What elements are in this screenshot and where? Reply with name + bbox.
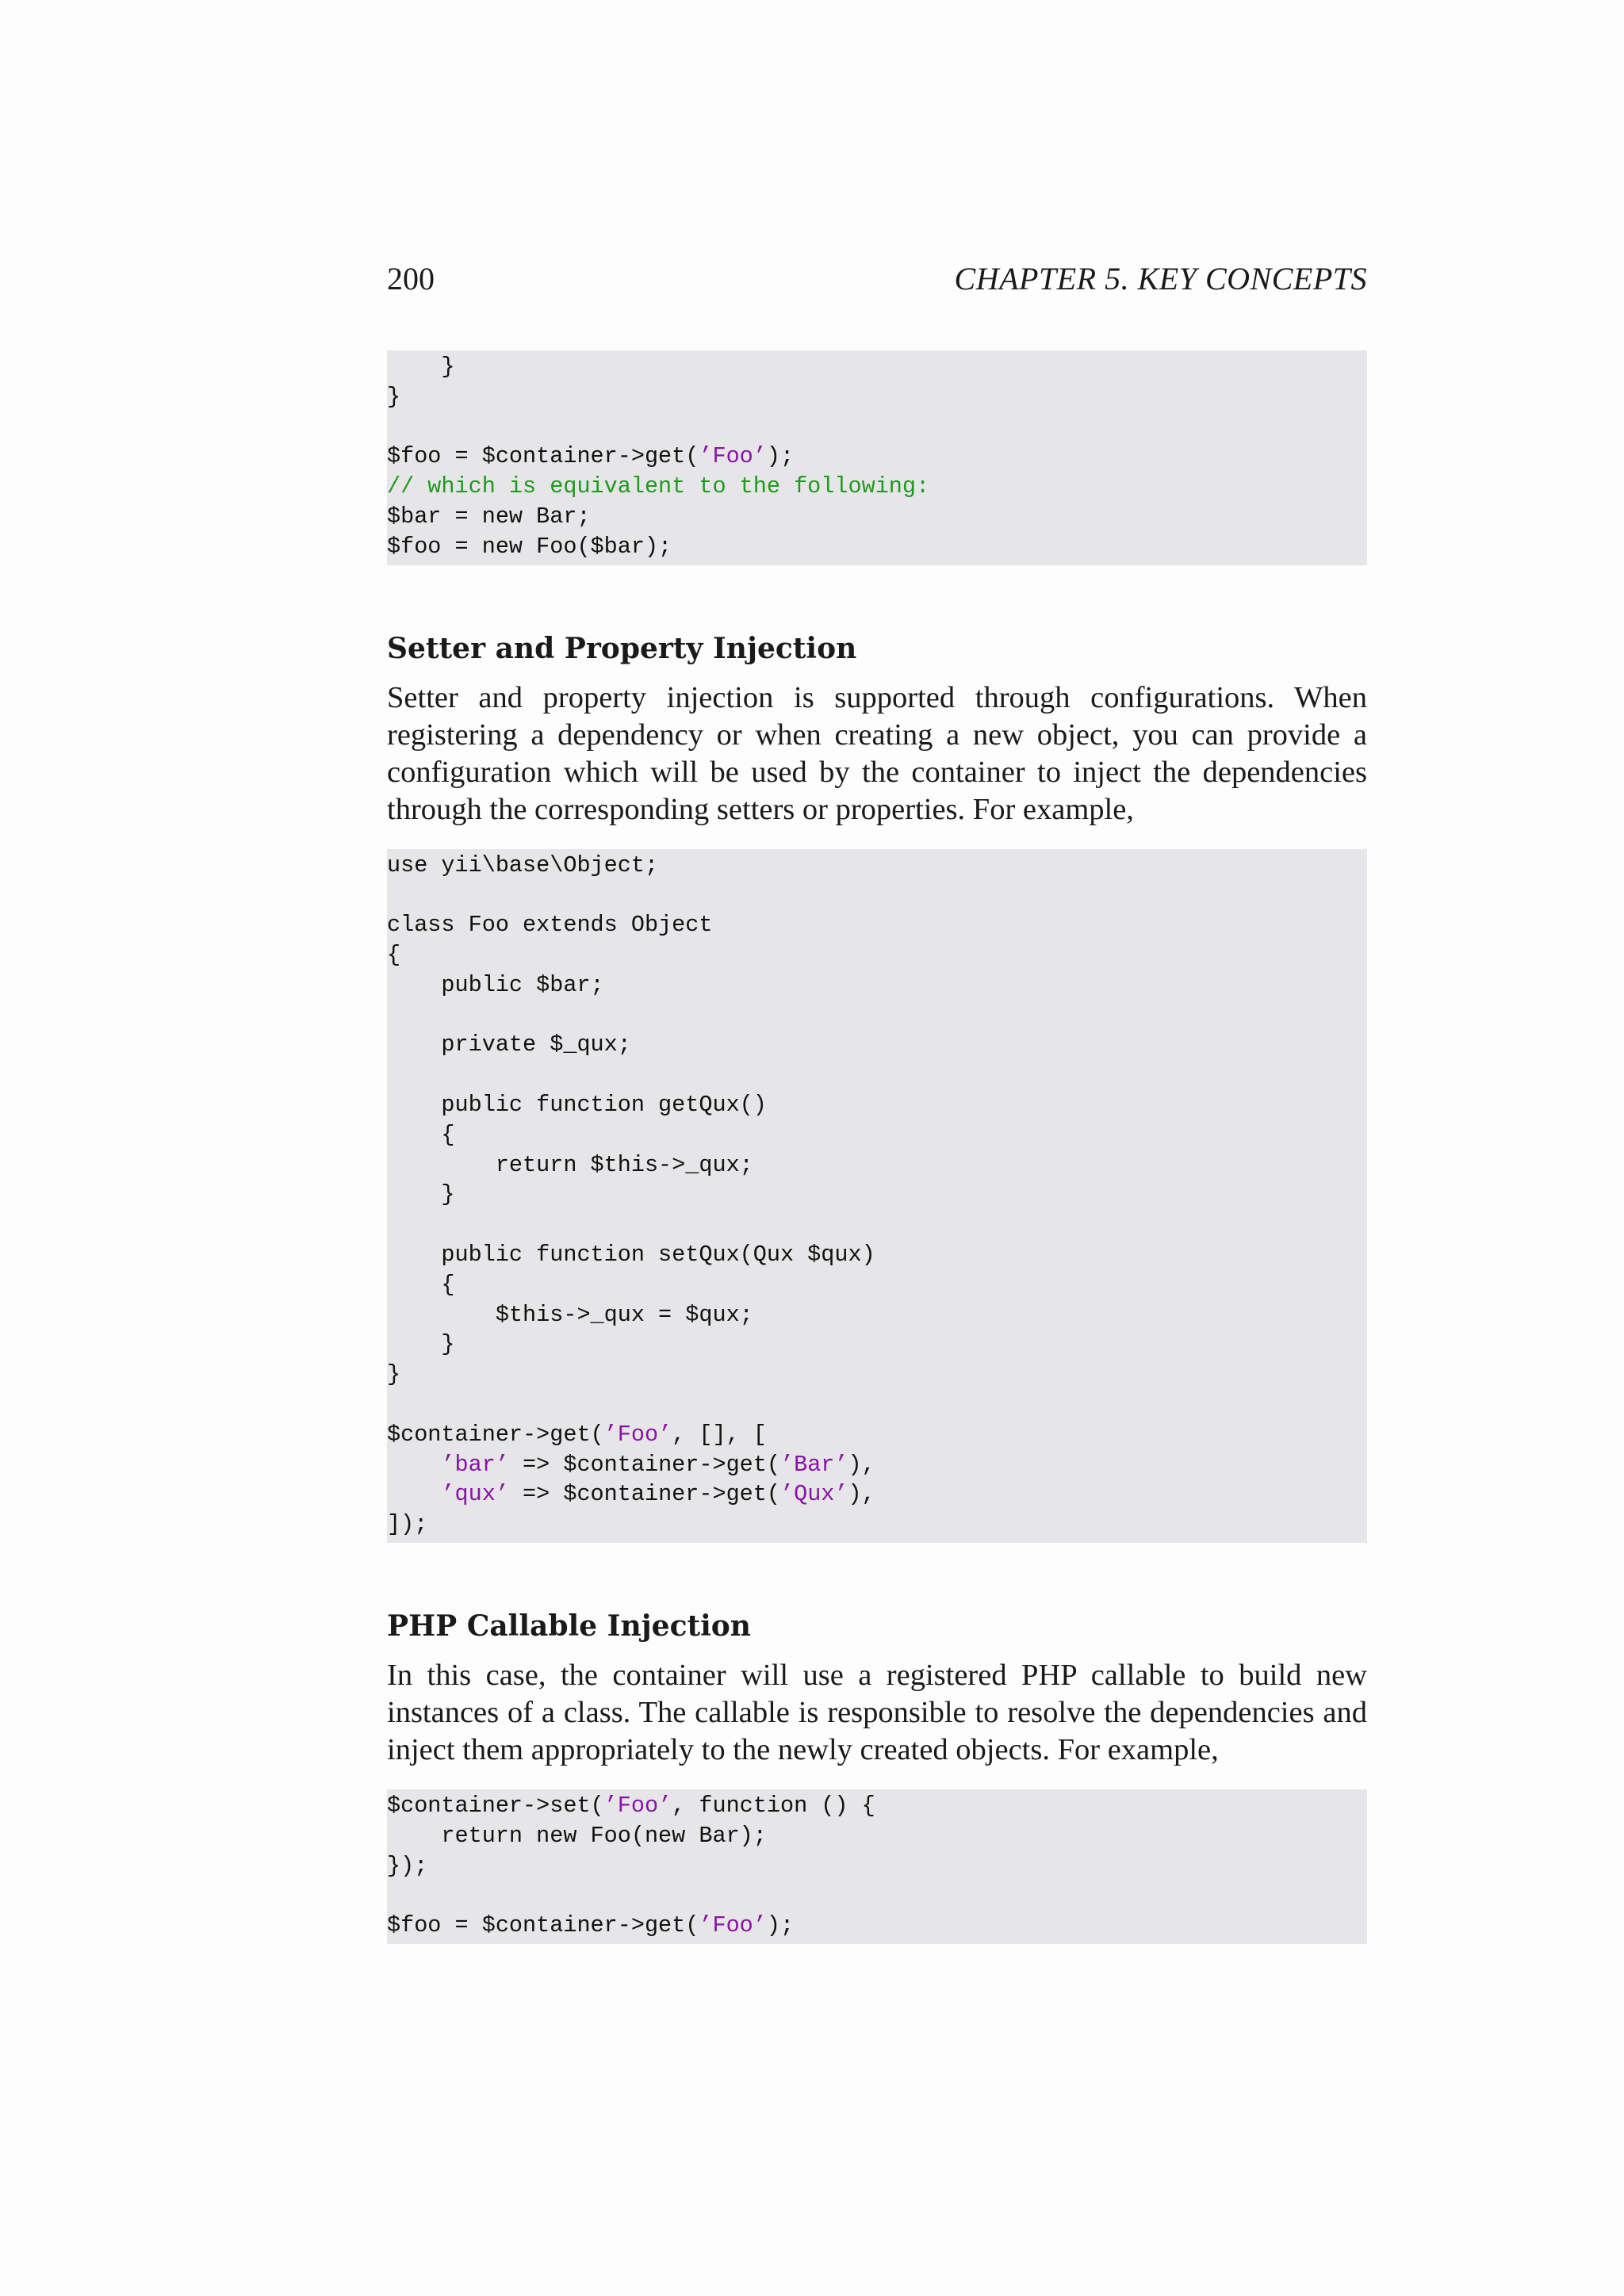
code-line: {	[387, 1121, 455, 1148]
chapter-title: CHAPTER 5. KEY CONCEPTS	[954, 261, 1367, 297]
code-line: public function setQux(Qux $qux)	[387, 1241, 875, 1268]
code-block	[387, 849, 1367, 1543]
body-paragraph: In this case, the container will use a registered PHP callable to build new instances of a class. The callable is responsible to resolve the dependencies and inject them appropriately to the newly created objects. For example,	[387, 1658, 1367, 1766]
code-line: $foo = $container->get(’Foo’);	[387, 443, 795, 470]
code-line: ’qux’ => $container->get(’Qux’),	[441, 1481, 875, 1508]
code-line: // which is equivalent to the following:	[387, 473, 930, 500]
code-line: return new Foo(new Bar);	[387, 1822, 767, 1849]
code-line: public function getQux()	[387, 1091, 767, 1118]
code-line: $container->set(’Foo’, function () {	[387, 1792, 875, 1819]
code-line: $this->_qux = $qux;	[387, 1301, 753, 1328]
code-line: ]);	[387, 1511, 428, 1538]
code-line: }	[387, 383, 401, 410]
code-line	[387, 880, 1367, 910]
code-line: $foo = $container->get(’Foo’);	[387, 1912, 795, 1939]
code-line: $container->get(’Foo’, [], [	[387, 1421, 767, 1448]
code-line: });	[387, 1852, 428, 1879]
code-line: }	[387, 354, 455, 380]
code-line: {	[387, 941, 401, 968]
code-line: }	[387, 1361, 401, 1388]
code-line	[387, 1881, 1367, 1911]
document-page	[387, 254, 1367, 1944]
code-line: return $this->_qux;	[387, 1151, 753, 1178]
code-line	[387, 412, 1367, 442]
code-line: private $_qux;	[387, 1031, 631, 1058]
code-line: $bar = new Bar;	[387, 503, 591, 530]
section-heading: Setter and Property Injection	[387, 631, 857, 665]
code-line: ’bar’ => $container->get(’Bar’),	[441, 1451, 875, 1478]
code-line: $foo = new Foo($bar);	[387, 533, 672, 560]
code-line	[387, 1001, 1367, 1031]
code-line	[387, 1390, 1367, 1420]
page-number: 200	[387, 261, 435, 297]
code-block	[387, 1789, 1367, 1944]
code-block	[387, 350, 1367, 565]
code-line: }	[387, 1181, 455, 1208]
section-heading: PHP Callable Injection	[387, 1609, 751, 1643]
code-line: class Foo extends Object	[387, 912, 713, 939]
body-paragraph: Setter and property injection is supported through configurations. When registering a dependency or when creating a new object, you can provide a configuration which will be used by the container to inject the dependencies through the corresponding setters or properties. For example,	[387, 680, 1367, 826]
code-line: }	[387, 1331, 455, 1358]
code-line	[387, 1060, 1367, 1090]
code-line: public $bar;	[387, 971, 604, 998]
code-line: {	[387, 1271, 455, 1298]
code-line	[387, 1210, 1367, 1240]
running-header	[387, 254, 1367, 301]
code-line: use yii\base\Object;	[387, 851, 659, 878]
